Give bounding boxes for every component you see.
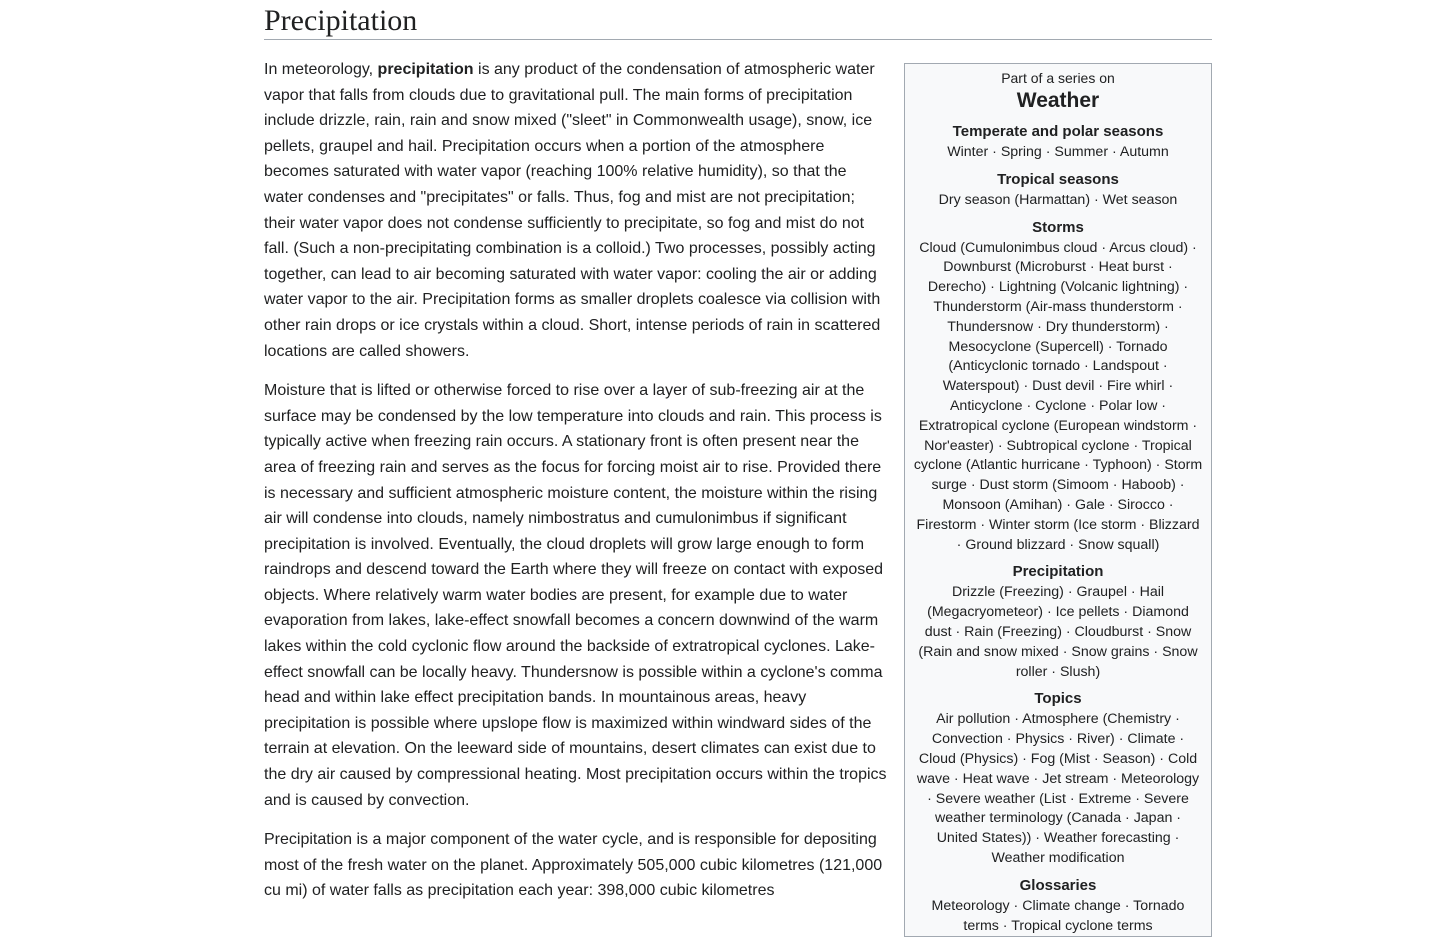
infobox-section-title-tropical[interactable]: Tropical seasons: [997, 170, 1119, 188]
infobox-section-body-glossaries[interactable]: Meteorology · Climate change · Tornado terms · Tropical cyclone terms: [931, 897, 1185, 934]
infobox-above: Part of a series on: [1001, 70, 1115, 86]
infobox-section-body-storms[interactable]: Cloud (Cumulonimbus cloud · Arcus cloud) · Downburst (Microburst · Heat burst · Derecho) · Lightning (Volcanic lightning) · Thunderstorm (Air-mass thunderstorm · Thundersnow · Dry thunderstorm) · Mesocyclone (Supercell) · Tornado (Anticyclonic tornado · Landspout · Waterspout) · Dust devil · Fire whirl · Anticyclone · Cyclone · Polar low · Extratropical cyclone (European windstorm · Nor'easter) · Subtropical cyclone · Tropical cyclone (Atlantic hurricane · Typhoon) · Storm surge · Dust storm (Simoom · Haboob) · Monsoon (Amihan) · Gale · Sirocco · Firestorm · Winter storm (Ice storm · Blizzard · Ground blizzard · Snow squall): [913, 239, 1203, 553]
infobox-title[interactable]: Weather: [1016, 89, 1100, 112]
infobox-section-title-precipitation[interactable]: Precipitation: [1012, 563, 1104, 581]
paragraph-intro-after: is any product of the condensation of atmospheric water vapor that falls from clouds due to gravitational pull. The main forms of precipitation include drizzle, rain, rain and snow mixed ("sleet" in Commonwealth usage), snow, ice pellets, graupel and hail. Precipitation occurs when a portion of the atmosphere becomes saturated with water vapor (reaching 100% relative humidity), so that the water condenses and "precipitates" or falls. Thus, fog and mist are not precipitation; their water vapor does not condense sufficiently to precipitate, so fog and mist do not fall. (Such a non-precipitating combination is a colloid.) Two processes, possibly acting together, can lead to air becoming saturated with water vapor: cooling the air or adding water vapor to the air. Precipitation forms as smaller droplets coalesce via collision with other rain drops or ice crystals within a cloud. Short, intense periods of rain in scattered locations are called showers.: [264, 61, 881, 360]
infobox-section-body-tropical[interactable]: Dry season (Harmattan) · Wet season: [938, 191, 1178, 208]
paragraph-water-cycle: Precipitation is a major component of the water cycle, and is responsible for depositing most of the fresh water on the planet. Approximately 505,000 cubic kilometres (121,000 cu mi) of water falls as precipitation each year: 398,000 cubic kilometres: [264, 831, 883, 900]
infobox-section-body-temperate[interactable]: Winter · Spring · Summer · Autumn: [947, 144, 1169, 160]
paragraph-intro-bold-term: precipitation: [377, 61, 474, 78]
weather-series-infobox: [904, 63, 1212, 937]
infobox-section-title-topics[interactable]: Topics: [1034, 690, 1082, 708]
infobox-section-title-storms[interactable]: Storms: [1032, 218, 1084, 236]
infobox-section-body-precipitation[interactable]: Drizzle (Freezing) · Graupel · Hail (Megacryometeor) · Ice pellets · Diamond dust · Rain (Freezing) · Cloudburst · Snow (Rain and snow mixed · Snow grains · Snow roller · Slush): [918, 584, 1198, 680]
infobox-section-body-topics[interactable]: Air pollution · Atmosphere (Chemistry · Convection · Physics · River) · Climate · Cloud (Physics) · Fog (Mist · Season) · Cold wave · Heat wave · Jet stream · Meteorology · Severe weather (List · Extreme · Severe weather terminology (Canada · Japan · United States)) · Weather forecasting · Weather modification: [916, 711, 1200, 866]
paragraph-moisture: Moisture that is lifted or otherwise forced to rise over a layer of sub-freezing air at the surface may be condensed by the low temperature into clouds and rain. This process is typically active when freezing rain occurs. A stationary front is often present near the area of freezing rain and serves as the focus for forcing moist air to rise. Provided there is necessary and sufficient atmospheric moisture content, the moisture within the rising air will condense into clouds, namely nimbostratus and cumulonimbus if significant precipitation is involved. Eventually, the cloud droplets will grow large enough to form raindrops and descend toward the Earth where they will freeze on contact with exposed objects. Where relatively warm water bodies are present, for example due to water evaporation from lakes, lake-effect snowfall becomes a concern downwind of the warm lakes within the cold cyclonic flow around the backside of extratropical cyclones. Lake-effect snowfall can be locally heavy. Thundersnow is possible within a cyclone's comma head and within lake effect precipitation bands. In mountainous areas, heavy precipitation is possible where upslope flow is maximized within windward sides of the terrain at elevation. On the leeward side of mountains, desert climates can exist due to the dry air caused by compressional heating. Most precipitation occurs within the tropics and is caused by convection.: [264, 382, 887, 809]
infobox-section-title-temperate[interactable]: Temperate and polar seasons: [952, 123, 1164, 140]
article-content: [264, 57, 1212, 934]
article-page: [264, 0, 1212, 937]
paragraph-intro: [264, 57, 888, 364]
infobox-section-title-glossaries[interactable]: Glossaries: [1019, 876, 1097, 894]
page-title: Precipitation: [264, 0, 1212, 40]
paragraph-intro-before: In meteorology,: [264, 61, 378, 78]
